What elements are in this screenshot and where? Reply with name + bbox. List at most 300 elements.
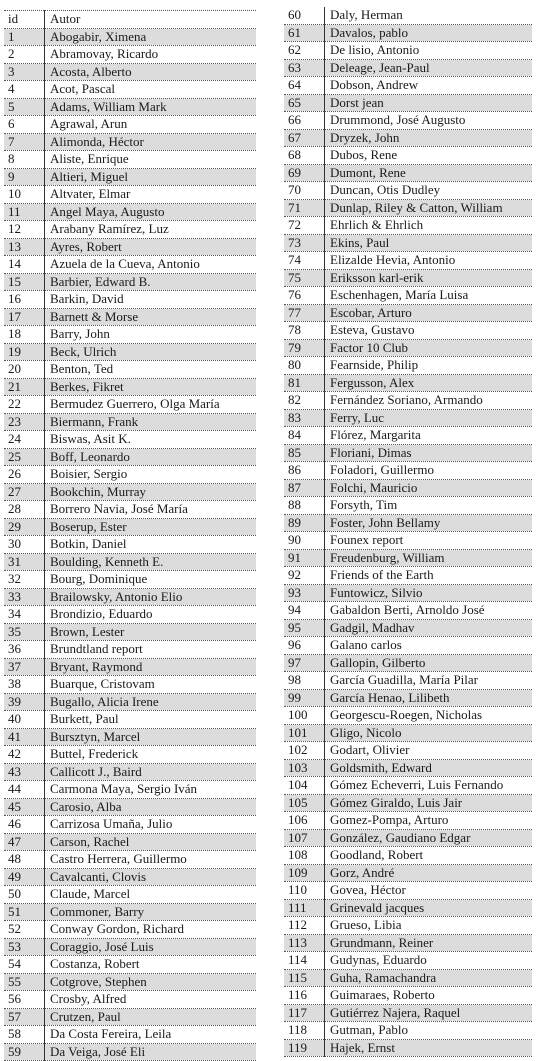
author-name: Botkin, Daniel: [45, 536, 257, 554]
author-id: 65: [284, 94, 325, 112]
author-id: 102: [284, 742, 325, 760]
author-id: 49: [4, 868, 45, 886]
table-row: [284, 1022, 532, 1040]
author-id: 26: [4, 466, 45, 484]
author-name: De lisio, Antonio: [325, 42, 533, 60]
author-name: Grundmann, Reiner: [325, 934, 533, 952]
author-name: Barnett & Morse: [45, 308, 257, 326]
author-id: 44: [4, 781, 45, 799]
table-row: [4, 606, 256, 624]
table-row: [284, 129, 532, 147]
author-name: Goldsmith, Edward: [325, 759, 533, 777]
table-row: [4, 711, 256, 729]
author-id: 92: [284, 567, 325, 585]
table-row: [4, 903, 256, 921]
author-id: 20: [4, 361, 45, 379]
author-id: 39: [4, 693, 45, 711]
table-row: [4, 973, 256, 991]
author-name: Aliste, Enrique: [45, 151, 257, 169]
table-row: [284, 549, 532, 567]
author-name: Gomez-Pompa, Arturo: [325, 812, 533, 830]
author-id: 46: [4, 816, 45, 834]
author-id: 58: [4, 1026, 45, 1044]
author-name: Biermann, Frank: [45, 413, 257, 431]
author-name: González, Gaudiano Edgar: [325, 829, 533, 847]
table-row: [4, 886, 256, 904]
author-id: 91: [284, 549, 325, 567]
table-row: [284, 234, 532, 252]
author-id: 111: [284, 899, 325, 917]
author-id: 63: [284, 59, 325, 77]
author-name: Govea, Héctor: [325, 882, 533, 900]
author-id: 88: [284, 497, 325, 515]
table-row: [4, 798, 256, 816]
author-id: 3: [4, 63, 45, 81]
table-row: [284, 952, 532, 970]
author-name: Forsyth, Tim: [325, 497, 533, 515]
table-row: [284, 339, 532, 357]
table-row: [284, 322, 532, 340]
author-id: 61: [284, 24, 325, 42]
author-id: 108: [284, 847, 325, 865]
author-id: 2: [4, 46, 45, 64]
author-id: 93: [284, 584, 325, 602]
author-name: Fergusson, Alex: [325, 374, 533, 392]
table-row: [284, 742, 532, 760]
table-row: [284, 654, 532, 672]
author-id: 89: [284, 514, 325, 532]
author-id: 119: [284, 1039, 325, 1057]
table-row: [284, 94, 532, 112]
table-row: [284, 304, 532, 322]
table-row: [284, 252, 532, 270]
author-name: Altvater, Elmar: [45, 186, 257, 204]
author-name: Galano carlos: [325, 637, 533, 655]
author-name: Castro Herrera, Guillermo: [45, 851, 257, 869]
author-name: García Henao, Lilibeth: [325, 689, 533, 707]
table-row: [4, 343, 256, 361]
author-id: 8: [4, 151, 45, 169]
table-row: [284, 847, 532, 865]
table-row: [4, 378, 256, 396]
table-row: [4, 728, 256, 746]
author-name: Abramovay, Ricardo: [45, 46, 257, 64]
author-id: 64: [284, 77, 325, 95]
author-name: Acosta, Alberto: [45, 63, 257, 81]
table-row: [284, 584, 532, 602]
author-name: Claude, Marcel: [45, 886, 257, 904]
author-name: Dobson, Andrew: [325, 77, 533, 95]
author-id: 25: [4, 448, 45, 466]
author-name: Barbier, Edward B.: [45, 273, 257, 291]
table-row: [284, 672, 532, 690]
table-row: [284, 24, 532, 42]
author-name: Carson, Rachel: [45, 833, 257, 851]
author-name: Bourg, Dominique: [45, 571, 257, 589]
author-id: 6: [4, 116, 45, 134]
table-row: [4, 203, 256, 221]
author-id: 55: [4, 973, 45, 991]
author-id: 57: [4, 1008, 45, 1026]
author-name: Altieri, Miguel: [45, 168, 257, 186]
author-name: Factor 10 Club: [325, 339, 533, 357]
author-name: Borrero Navia, José María: [45, 501, 257, 519]
author-name: Eriksson karl-erik: [325, 269, 533, 287]
author-id: 32: [4, 571, 45, 589]
author-id: 30: [4, 536, 45, 554]
author-id: 7: [4, 133, 45, 151]
author-id: 115: [284, 969, 325, 987]
table-row: [284, 619, 532, 637]
author-name: Abogabir, Ximena: [45, 28, 257, 46]
author-name: Flórez, Margarita: [325, 427, 533, 445]
author-name: Cotgrove, Stephen: [45, 973, 257, 991]
author-name: Deleage, Jean-Paul: [325, 59, 533, 77]
author-name: Dryzek, John: [325, 129, 533, 147]
table-row: [284, 77, 532, 95]
author-name: Buttel, Frederick: [45, 746, 257, 764]
author-name: Barry, John: [45, 326, 257, 344]
table-row: [284, 917, 532, 935]
author-id: 35: [4, 623, 45, 641]
header-autor: Autor: [45, 11, 257, 29]
table-row: [4, 308, 256, 326]
author-id: 43: [4, 763, 45, 781]
author-name: Acot, Pascal: [45, 81, 257, 99]
author-id: 99: [284, 689, 325, 707]
author-name: Bermudez Guerrero, Olga María: [45, 396, 257, 414]
table-row: [284, 112, 532, 130]
author-name: Drummond, José Augusto: [325, 112, 533, 130]
author-name: Gligo, Nicolo: [325, 724, 533, 742]
author-name: Daly, Herman: [325, 7, 533, 24]
author-id: 9: [4, 168, 45, 186]
author-name: Callicott J., Baird: [45, 763, 257, 781]
author-id: 36: [4, 641, 45, 659]
author-name: Duncan, Otis Dudley: [325, 182, 533, 200]
author-name: Davalos, pablo: [325, 24, 533, 42]
table-row: [4, 291, 256, 309]
author-name: Gutman, Pablo: [325, 1022, 533, 1040]
author-id: 62: [284, 42, 325, 60]
author-name: Elizalde Hevia, Antonio: [325, 252, 533, 270]
author-name: Angel Maya, Augusto: [45, 203, 257, 221]
author-id: 59: [4, 1043, 45, 1061]
author-id: 28: [4, 501, 45, 519]
table-row: [284, 899, 532, 917]
author-id: 86: [284, 462, 325, 480]
table-row: [4, 361, 256, 379]
author-name: Gutiérrez Najera, Raquel: [325, 1004, 533, 1022]
table-row: [4, 483, 256, 501]
author-name: Carrizosa Umaña, Julio: [45, 816, 257, 834]
table-row: [284, 164, 532, 182]
author-name: Conway Gordon, Richard: [45, 921, 257, 939]
author-id: 23: [4, 413, 45, 431]
author-name: Guha, Ramachandra: [325, 969, 533, 987]
author-name: Guimaraes, Roberto: [325, 987, 533, 1005]
authors-table-left: [4, 10, 256, 1061]
author-id: 29: [4, 518, 45, 536]
table-row: [284, 42, 532, 60]
author-name: Beck, Ulrich: [45, 343, 257, 361]
table-row: [284, 567, 532, 585]
author-name: Carosio, Alba: [45, 798, 257, 816]
table-row: [284, 392, 532, 410]
author-id: 106: [284, 812, 325, 830]
author-name: Azuela de la Cueva, Antonio: [45, 256, 257, 274]
author-name: Cavalcanti, Clovis: [45, 868, 257, 886]
author-id: 45: [4, 798, 45, 816]
author-name: Barkin, David: [45, 291, 257, 309]
table-row: [284, 1004, 532, 1022]
author-id: 98: [284, 672, 325, 690]
author-name: Ehrlich & Ehrlich: [325, 217, 533, 235]
table-row: [284, 777, 532, 795]
table-row: [4, 553, 256, 571]
author-name: Bursztyn, Marcel: [45, 728, 257, 746]
table-row: [284, 969, 532, 987]
author-name: Folchi, Mauricio: [325, 479, 533, 497]
table-row: [284, 182, 532, 200]
author-id: 67: [284, 129, 325, 147]
table-row: [284, 882, 532, 900]
author-name: Burkett, Paul: [45, 711, 257, 729]
author-name: Alimonda, Héctor: [45, 133, 257, 151]
author-id: 95: [284, 619, 325, 637]
author-name: Funtowicz, Silvio: [325, 584, 533, 602]
author-name: Grueso, Libia: [325, 917, 533, 935]
table-row: [4, 238, 256, 256]
authors-table-right: [284, 7, 532, 1057]
author-id: 12: [4, 221, 45, 239]
author-name: García Guadilla, María Pilar: [325, 672, 533, 690]
author-id: 1: [4, 28, 45, 46]
author-id: 105: [284, 794, 325, 812]
author-id: 70: [284, 182, 325, 200]
table-row: [4, 133, 256, 151]
author-id: 76: [284, 287, 325, 305]
table-row: [284, 1039, 532, 1057]
table-row: [4, 868, 256, 886]
author-id: 79: [284, 339, 325, 357]
author-name: Escobar, Arturo: [325, 304, 533, 322]
author-name: Arabany Ramírez, Luz: [45, 221, 257, 239]
author-name: Ferry, Luc: [325, 409, 533, 427]
author-id: 4: [4, 81, 45, 99]
author-id: 50: [4, 886, 45, 904]
table-row: [284, 532, 532, 550]
author-name: Crutzen, Paul: [45, 1008, 257, 1026]
author-name: Bookchin, Murray: [45, 483, 257, 501]
table-row: [284, 287, 532, 305]
table-row: [4, 186, 256, 204]
table-row: [284, 217, 532, 235]
table-row: [4, 991, 256, 1009]
table-row: [284, 409, 532, 427]
author-name: Gallopin, Gilberto: [325, 654, 533, 672]
author-id: 24: [4, 431, 45, 449]
author-name: Boff, Leonardo: [45, 448, 257, 466]
author-id: 31: [4, 553, 45, 571]
author-name: Dumont, Rene: [325, 164, 533, 182]
author-id: 19: [4, 343, 45, 361]
table-row: [284, 637, 532, 655]
author-name: Friends of the Earth: [325, 567, 533, 585]
table-row: [284, 707, 532, 725]
table-row: [4, 781, 256, 799]
author-id: 10: [4, 186, 45, 204]
table-row: [4, 676, 256, 694]
author-id: 69: [284, 164, 325, 182]
author-id: 104: [284, 777, 325, 795]
table-row: [284, 374, 532, 392]
table-row: [4, 763, 256, 781]
author-name: Brown, Lester: [45, 623, 257, 641]
author-name: Adams, William Mark: [45, 98, 257, 116]
author-id: 113: [284, 934, 325, 952]
author-id: 74: [284, 252, 325, 270]
author-name: Dunlap, Riley & Catton, William: [325, 199, 533, 217]
author-id: 101: [284, 724, 325, 742]
author-name: Fernández Soriano, Armando: [325, 392, 533, 410]
table-row: [4, 1026, 256, 1044]
table-row: [4, 466, 256, 484]
table-row: [284, 7, 532, 24]
table-row: [4, 151, 256, 169]
author-id: 13: [4, 238, 45, 256]
author-id: 38: [4, 676, 45, 694]
author-name: Boisier, Sergio: [45, 466, 257, 484]
table-row: [4, 1043, 256, 1061]
table-row: [4, 518, 256, 536]
author-name: Buarque, Cristovam: [45, 676, 257, 694]
table-row: [4, 326, 256, 344]
author-name: Commoner, Barry: [45, 903, 257, 921]
header-id: id: [4, 11, 45, 29]
author-id: 56: [4, 991, 45, 1009]
author-name: Agrawal, Arun: [45, 116, 257, 134]
author-name: Bryant, Raymond: [45, 658, 257, 676]
author-id: 110: [284, 882, 325, 900]
author-id: 33: [4, 588, 45, 606]
author-name: Gómez Echeverri, Luis Fernando: [325, 777, 533, 795]
author-id: 87: [284, 479, 325, 497]
author-name: Eschenhagen, María Luisa: [325, 287, 533, 305]
table-row: [4, 168, 256, 186]
author-id: 109: [284, 864, 325, 882]
author-id: 81: [284, 374, 325, 392]
author-name: Gorz, André: [325, 864, 533, 882]
table-header-row: [4, 11, 256, 29]
table-row: [4, 448, 256, 466]
table-row: [284, 987, 532, 1005]
table-row: [4, 938, 256, 956]
table-row: [284, 934, 532, 952]
table-row: [4, 413, 256, 431]
author-id: 21: [4, 378, 45, 396]
author-name: Costanza, Robert: [45, 956, 257, 974]
author-id: 97: [284, 654, 325, 672]
author-id: 114: [284, 952, 325, 970]
author-name: Benton, Ted: [45, 361, 257, 379]
table-row: [284, 724, 532, 742]
author-name: Crosby, Alfred: [45, 991, 257, 1009]
author-name: Grinevald jacques: [325, 899, 533, 917]
author-name: Goodland, Robert: [325, 847, 533, 865]
author-name: Georgescu-Roegen, Nicholas: [325, 707, 533, 725]
author-name: Berkes, Fikret: [45, 378, 257, 396]
table-row: [284, 759, 532, 777]
author-name: Gómez Giraldo, Luis Jair: [325, 794, 533, 812]
table-row: [4, 588, 256, 606]
author-name: Brondizio, Eduardo: [45, 606, 257, 624]
table-row: [4, 46, 256, 64]
author-id: 42: [4, 746, 45, 764]
author-id: 112: [284, 917, 325, 935]
table-row: [284, 514, 532, 532]
author-name: Gudynas, Eduardo: [325, 952, 533, 970]
author-id: 71: [284, 199, 325, 217]
author-name: Foladori, Guillermo: [325, 462, 533, 480]
table-row: [4, 116, 256, 134]
table-row: [4, 641, 256, 659]
author-name: Coraggio, José Luis: [45, 938, 257, 956]
author-name: Hajek, Ernst: [325, 1039, 533, 1057]
table-row: [284, 829, 532, 847]
author-id: 18: [4, 326, 45, 344]
table-row: [284, 497, 532, 515]
author-id: 48: [4, 851, 45, 869]
author-id: 82: [284, 392, 325, 410]
author-id: 75: [284, 269, 325, 287]
author-name: Gabaldon Berti, Arnoldo José: [325, 602, 533, 620]
table-row: [4, 396, 256, 414]
table-row: [4, 921, 256, 939]
author-id: 54: [4, 956, 45, 974]
author-name: Esteva, Gustavo: [325, 322, 533, 340]
table-row: [4, 746, 256, 764]
author-id: 107: [284, 829, 325, 847]
author-id: 68: [284, 147, 325, 165]
author-id: 72: [284, 217, 325, 235]
table-row: [4, 693, 256, 711]
table-row: [4, 658, 256, 676]
author-id: 40: [4, 711, 45, 729]
author-id: 37: [4, 658, 45, 676]
author-name: Fearnside, Philip: [325, 357, 533, 375]
author-name: Da Veiga, José Eli: [45, 1043, 257, 1061]
author-id: 116: [284, 987, 325, 1005]
author-name: Dorst jean: [325, 94, 533, 112]
author-id: 77: [284, 304, 325, 322]
author-name: Gadgil, Madhav: [325, 619, 533, 637]
table-row: [284, 357, 532, 375]
author-id: 85: [284, 444, 325, 462]
author-name: Brundtland report: [45, 641, 257, 659]
table-row: [284, 444, 532, 462]
author-id: 16: [4, 291, 45, 309]
author-id: 5: [4, 98, 45, 116]
author-name: Boulding, Kenneth E.: [45, 553, 257, 571]
author-id: 94: [284, 602, 325, 620]
table-row: [284, 462, 532, 480]
author-id: 14: [4, 256, 45, 274]
author-id: 78: [284, 322, 325, 340]
author-name: Carmona Maya, Sergio Iván: [45, 781, 257, 799]
author-id: 96: [284, 637, 325, 655]
table-row: [284, 864, 532, 882]
